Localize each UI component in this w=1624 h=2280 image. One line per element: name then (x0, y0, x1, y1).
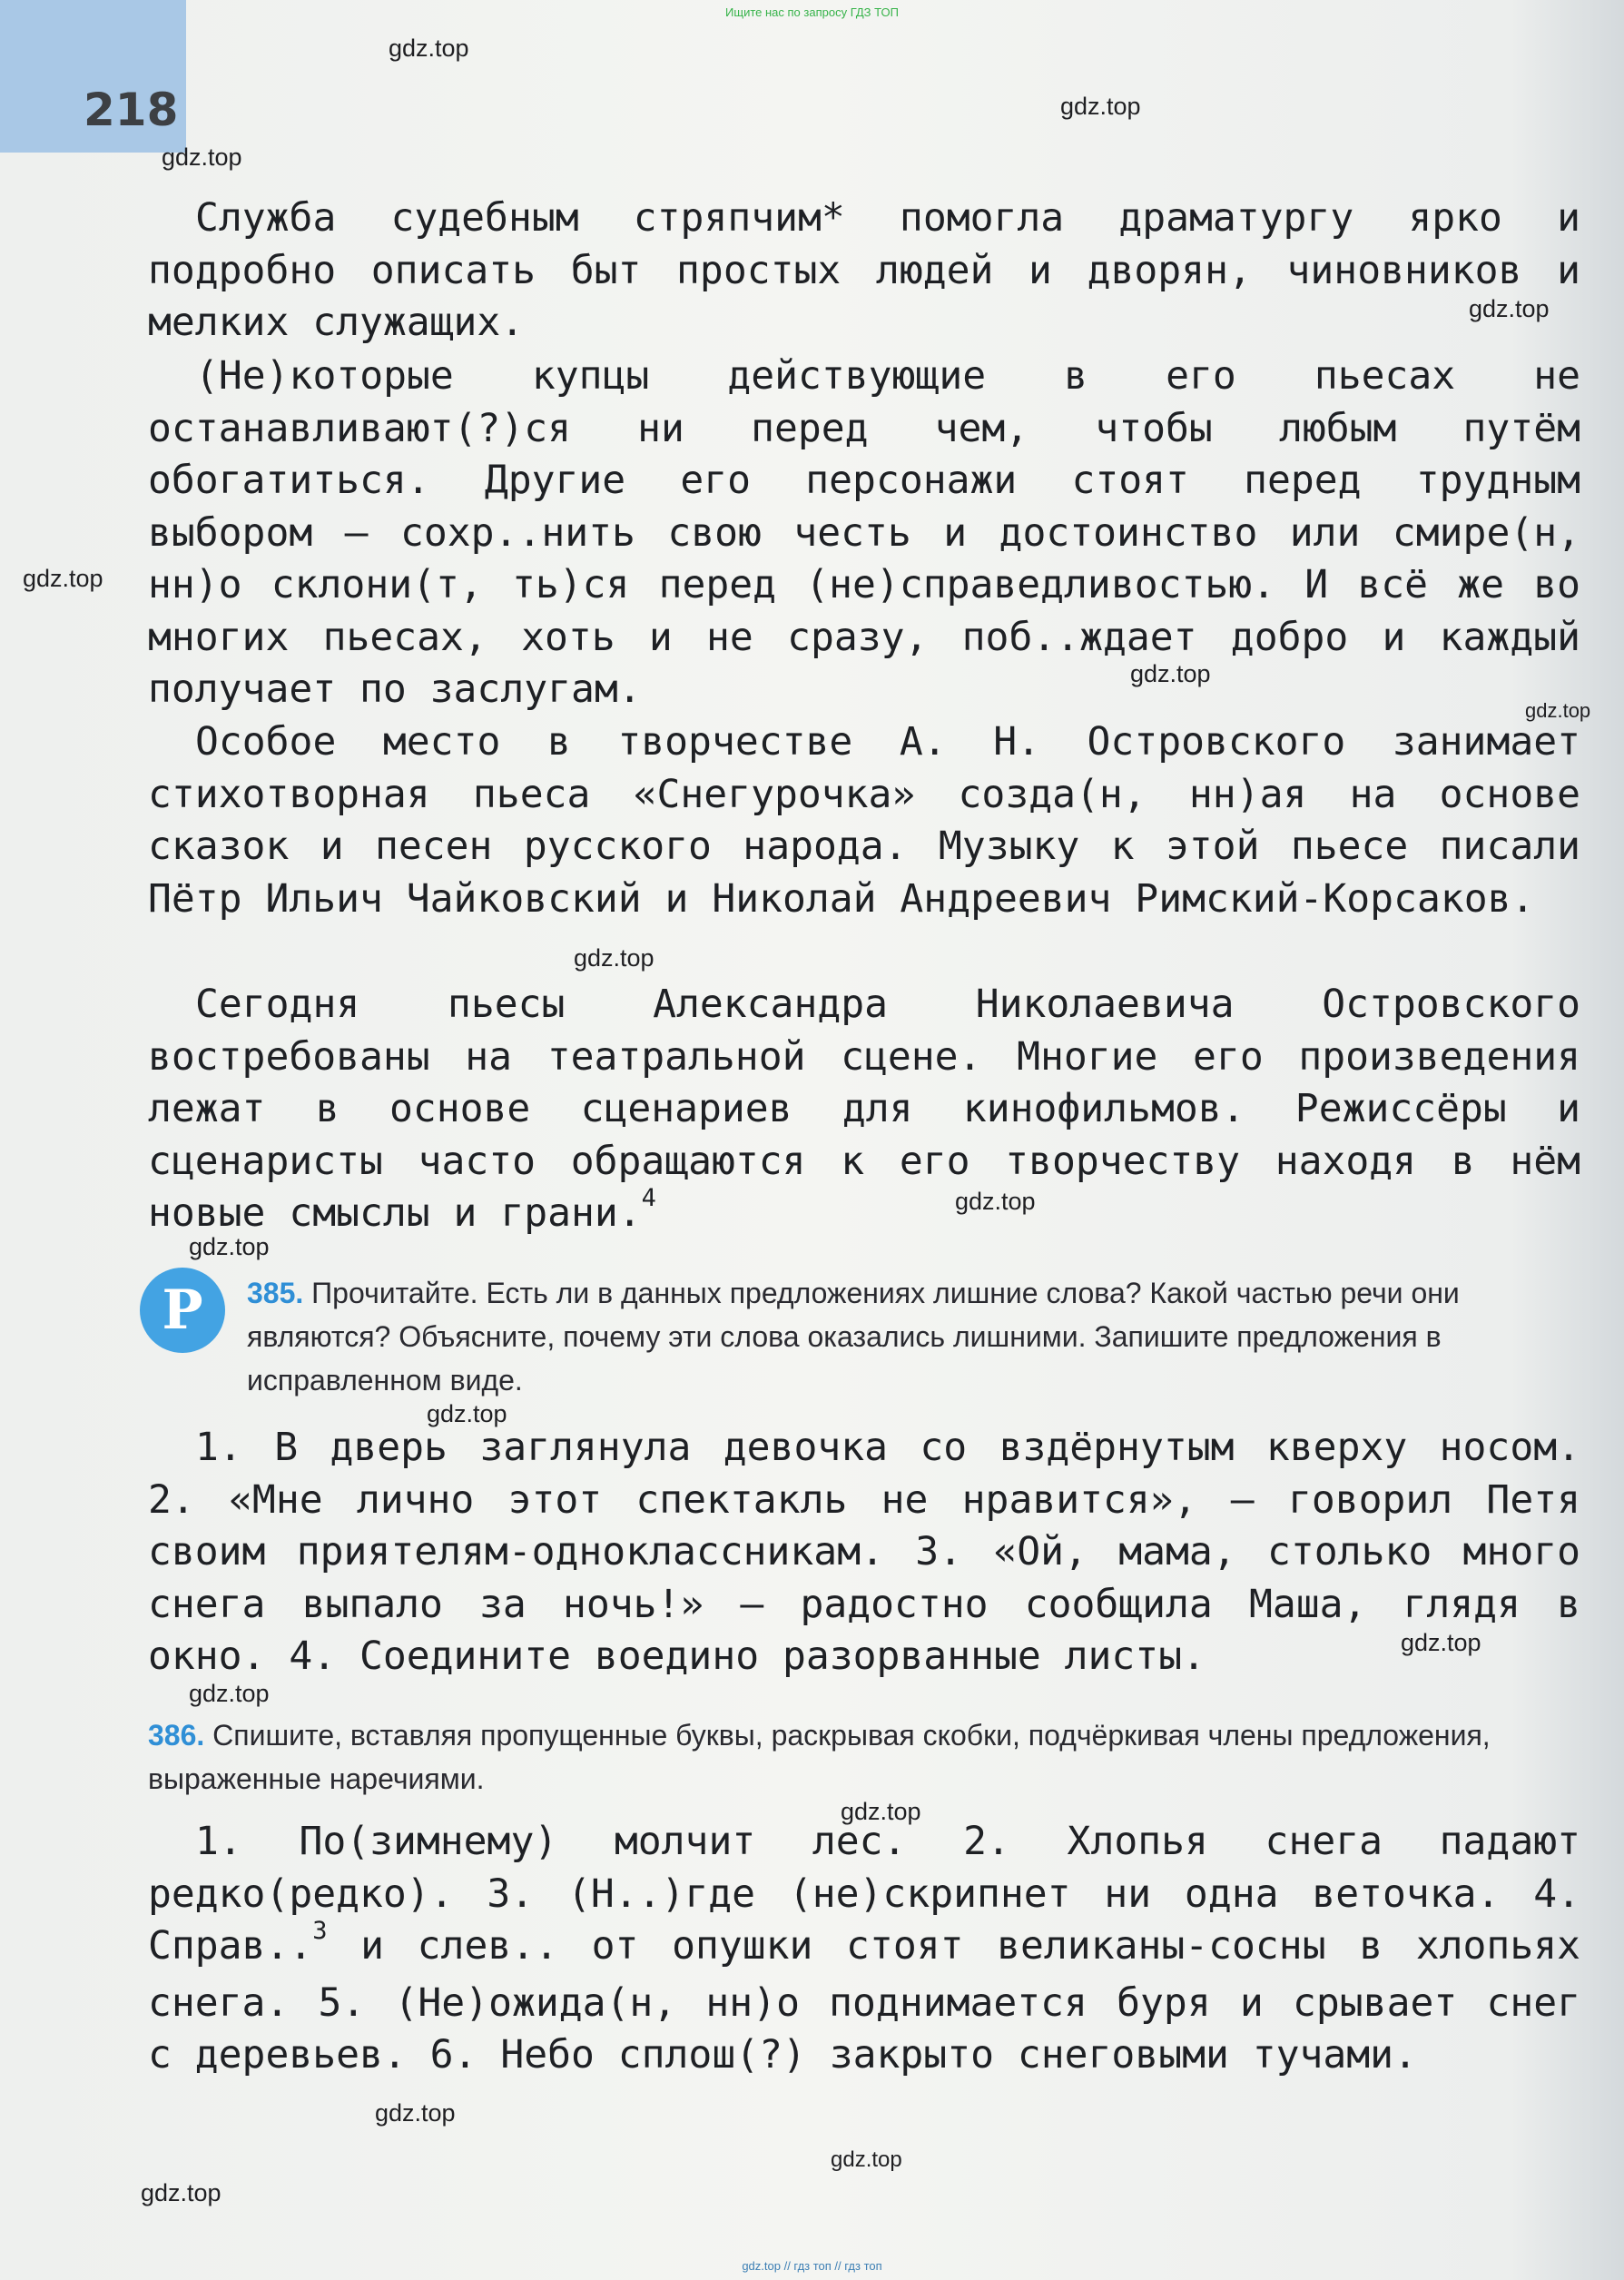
watermark: gdz.top (1130, 660, 1211, 687)
watermark: gdz.top (574, 944, 655, 972)
watermark: gdz.top (1469, 295, 1550, 322)
watermark: gdz.top (955, 1188, 1036, 1215)
task-386-body-part-1: 1. По(зимнему) молчит лес. 2. Хлопья снега падают редко(редко). 3. (Н..)где (не)скрипнет ни одна веточка. 4. Справ.. (148, 1819, 1580, 1969)
task-385-number: 385. (247, 1277, 304, 1309)
paragraph-1: Служба судебным стряпчим* помогла драматургу ярко и подробно описать быт простых людей и дворян, чиновников и мелких служащих. (148, 195, 1580, 345)
watermark: gdz.top (189, 1233, 270, 1260)
watermark: gdz.top (1401, 1629, 1481, 1656)
watermark: gdz.top (141, 2179, 221, 2206)
task-386-body (148, 1816, 1580, 2082)
watermark: gdz.top (23, 565, 103, 592)
bottom-banner: gdz.top // гдз топ // гдз топ (742, 2259, 882, 2273)
page-number: 218 (84, 84, 179, 136)
watermark: gdz.top (1525, 699, 1591, 722)
task-386-number: 386. (148, 1719, 205, 1752)
paragraph-3: Особое место в творчестве А. Н. Островского занимает стихотворная пьеса «Снегурочка» созда(н, нн)ая на основе сказок и песен русского народа. Музыку к этой пьесе писали Пётр Ильич Чайковский и Николай Андреевич Римский-Корсаков. (148, 719, 1580, 922)
task-386-instruction (148, 1713, 1580, 1801)
task-386-body-part-2: и слев.. от опушки стоят великаны-сосны в хлопьях снега. 5. (Не)ожида(н, нн)о поднимается буря и срывает снег с деревьев. 6. Небо сплош(?) закрыто снеговыми тучами. (148, 1923, 1580, 2078)
watermark: gdz.top (375, 2099, 456, 2127)
watermark: gdz.top (162, 143, 242, 171)
watermark: gdz.top (427, 1400, 507, 1427)
top-banner: Ищите нас по запросу ГДЗ ТОП (725, 5, 899, 19)
task-385-instruction-text: Прочитайте. Есть ли в данных предложениях лишние слова? Какой частью речи они являются? Объясните, почему эти слова оказались лишними. Запишите предложения в исправленном виде. (247, 1277, 1460, 1397)
watermark: gdz.top (389, 35, 469, 62)
watermark: gdz.top (841, 1798, 921, 1825)
task-386-footnote-mark: 3 (312, 1917, 328, 1945)
r-badge-icon: Р (140, 1268, 225, 1353)
watermark: gdz.top (1060, 93, 1141, 120)
paragraph-2: (Не)которые купцы действующие в его пьесах не останавливают(?)ся ни перед чем, чтобы любым путём обогатиться. Другие его персонажи стоят перед трудным выбором — сохр..нить свою честь и достоинство или смире(н, нн)о склони(т, ть)ся перед (не)справедливостью. И всё же во многих пьесах, хоть и не сразу, поб..ждает добро и каждый получает по заслугам. (148, 353, 1580, 712)
task-385-instruction (247, 1271, 1554, 1402)
paragraph-4-text: Сегодня пьесы Александра Николаевича Островского востребованы на театральной сцене. Многие его произведения лежат в основе сценариев для кинофильмов. Режиссёры и сценаристы часто обращаются к его творчеству находя в нём новые смыслы и грани. (148, 982, 1580, 1236)
task-386-instruction-text: Спишите, вставляя пропущенные буквы, раскрывая скобки, подчёркивая члены предложения, выраженные наречиями. (148, 1719, 1491, 1795)
footnote-mark: 4 (641, 1184, 656, 1212)
task-385-body-text: 1. В дверь заглянула девочка со вздёрнутым кверху носом. 2. «Мне лично этот спектакль не нравится», — говорил Петя своим приятелям-одноклассникам. 3. «Ой, мама, столько много снега выпало за ночь!» — радостно сообщила Маша, глядя в окно. 4. Соедините воедино разорванные листы. (148, 1425, 1580, 1679)
task-385-body (148, 1422, 1580, 1683)
paragraph-4 (148, 979, 1580, 1245)
watermark: gdz.top (189, 1680, 270, 1707)
watermark: gdz.top (831, 2147, 902, 2172)
